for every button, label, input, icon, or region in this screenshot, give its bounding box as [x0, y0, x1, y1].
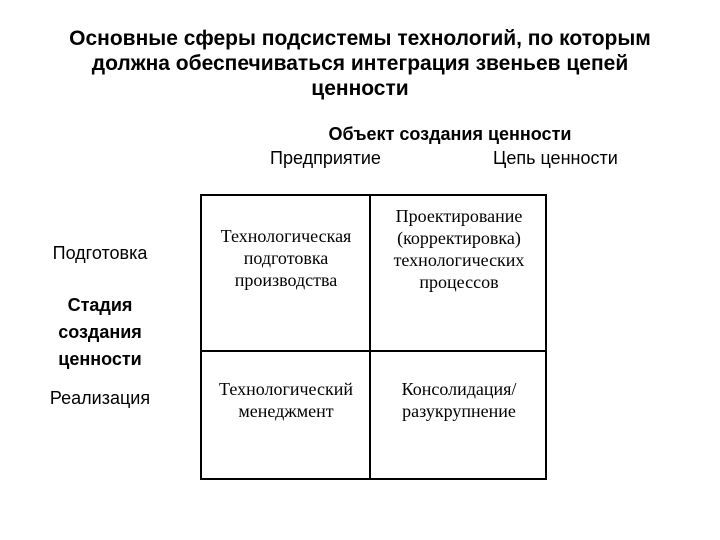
page-title: Основные сферы подсистемы технологий, по которым должна обеспечиваться интеграция звеньев цепей ценности — [69, 27, 651, 100]
cell-realization-enterprise: Технологический менеджмент — [219, 379, 353, 421]
matrix-horizontal-divider — [202, 350, 545, 352]
column-label-value-chain: Цепь ценности — [493, 148, 618, 168]
row-label-preparation: Подготовка — [52, 243, 148, 263]
value-chain-matrix — [200, 194, 547, 480]
cell-preparation-value-chain: Проектирование (корректировка) технологических процессов — [393, 206, 525, 292]
value-object-axis-title: Объект создания ценности — [328, 124, 572, 144]
cell-preparation-enterprise: Технологическая подготовка производства — [220, 226, 352, 290]
row-label-realization: Реализация — [49, 388, 151, 408]
value-stage-axis-title: Стадия создания ценности — [58, 295, 142, 369]
matrix-vertical-divider — [369, 196, 371, 478]
cell-realization-value-chain: Консолидация/ разукрупнение — [401, 379, 517, 421]
column-label-enterprise: Предприятие — [270, 148, 381, 168]
